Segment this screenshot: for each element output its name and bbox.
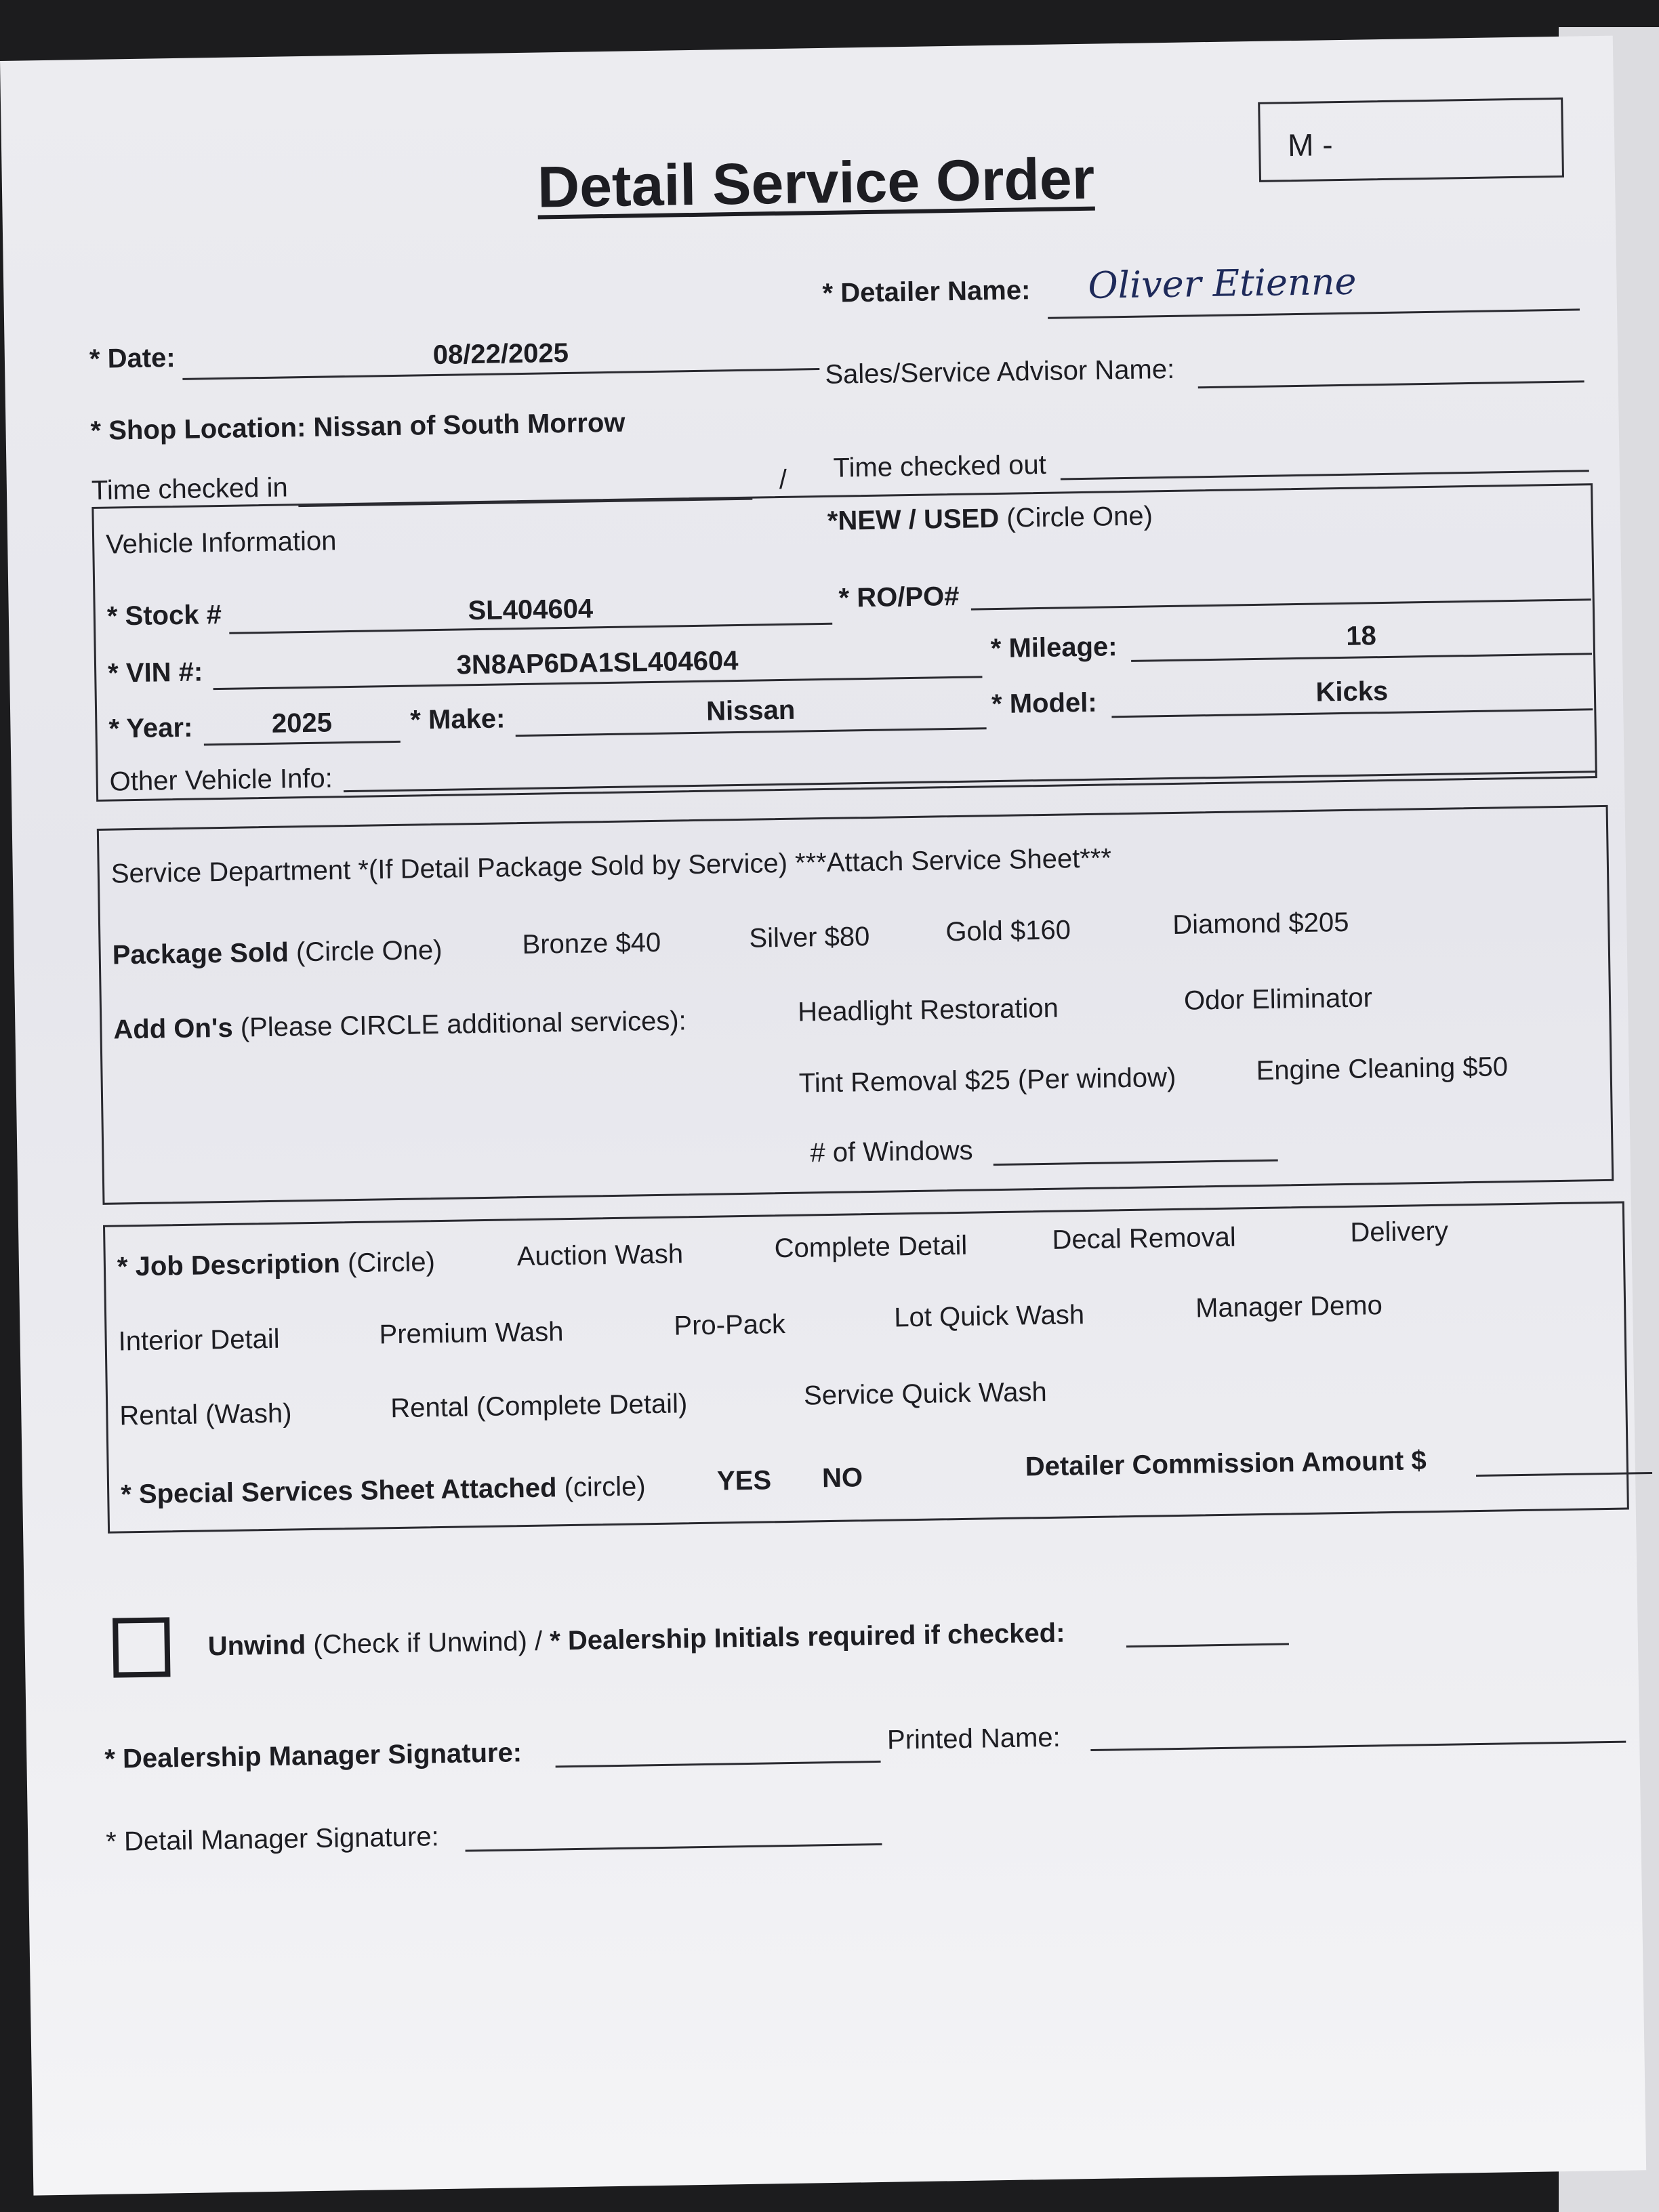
new-used-selector[interactable]: *NEW / USED (Circle One) [827,501,1153,536]
year-value: 2025 [271,708,333,739]
detail-manager-signature-label: * Detail Manager Signature: [105,1822,440,1857]
stock-label: * Stock # [106,599,222,632]
job-manager-demo[interactable]: Manager Demo [1195,1290,1383,1324]
advisor-name-label: Sales/Service Advisor Name: [825,354,1175,390]
job-complete-detail[interactable]: Complete Detail [774,1230,968,1264]
dealership-signature-label: * Dealership Manager Signature: [104,1738,523,1774]
job-interior-detail[interactable]: Interior Detail [118,1324,280,1357]
time-out-label: Time checked out [833,449,1047,483]
time-in-label: Time checked in [91,472,289,506]
job-auction-wash[interactable]: Auction Wash [516,1239,684,1272]
job-premium-wash[interactable]: Premium Wash [379,1317,564,1350]
mileage-label: * Mileage: [990,632,1118,664]
job-lot-quick-wash[interactable]: Lot Quick Wash [893,1300,1085,1333]
addons-label: Add On's (Please CIRCLE additional services): [113,1006,687,1045]
advisor-name-field[interactable] [1198,380,1584,388]
job-decal-removal[interactable]: Decal Removal [1052,1222,1237,1255]
make-value: Nissan [705,695,796,726]
stock-value: SL404604 [468,594,594,626]
time-separator: / [779,464,787,495]
model-value: Kicks [1315,676,1389,708]
m-number-box[interactable] [1258,98,1564,182]
detailer-name-value: Oliver Etienne [1087,260,1357,307]
ro-po-label: * RO/PO# [838,581,960,613]
special-services-yes[interactable]: YES [716,1465,772,1496]
special-services-no[interactable]: NO [821,1462,863,1494]
mileage-value: 18 [1345,621,1377,651]
shop-location-value: Nissan of South Morrow [313,407,626,443]
detailer-name-field[interactable] [1048,308,1580,319]
package-gold[interactable]: Gold $160 [945,915,1071,947]
package-sold-label: Package Sold (Circle One) [112,935,443,970]
date-label: * Date: [89,342,176,374]
addon-headlight-restoration[interactable]: Headlight Restoration [797,993,1059,1027]
dealership-signature-field[interactable] [556,1761,881,1768]
vin-label: * VIN #: [107,657,203,689]
vehicle-info-heading: Vehicle Information [105,526,337,560]
printed-name-field[interactable] [1090,1741,1626,1751]
unwind-label: Unwind (Check if Unwind) / * Dealership Initials required if checked: [207,1618,1065,1662]
detail-manager-signature-field[interactable] [466,1843,882,1852]
service-order-sheet [0,36,1646,2196]
other-info-label: Other Vehicle Info: [109,763,333,797]
new-used-options: NEW / USED [838,503,1000,536]
job-rental-complete-detail[interactable]: Rental (Complete Detail) [390,1389,688,1424]
make-label: * Make: [410,703,506,735]
package-bronze[interactable]: Bronze $40 [522,927,661,960]
addon-odor-eliminator[interactable]: Odor Eliminator [1183,983,1373,1016]
job-description-label: * Job Description (Circle) [117,1247,436,1282]
m-number-label: M - [1287,127,1334,163]
job-delivery[interactable]: Delivery [1350,1216,1449,1248]
job-pro-pack[interactable]: Pro-Pack [674,1309,786,1341]
time-out-field[interactable] [1061,470,1589,480]
date-value: 08/22/2025 [432,337,569,371]
unwind-initials-field[interactable] [1126,1643,1289,1647]
service-heading: Service Department *(If Detail Package Sold by Service) ***Attach Service Sheet*** [110,843,1112,889]
shop-location-label: * Shop Location: Nissan of South Morrow [90,407,626,446]
addon-engine-cleaning[interactable]: Engine Cleaning $50 [1256,1052,1509,1086]
unwind-checkbox[interactable] [112,1617,170,1677]
package-silver[interactable]: Silver $80 [749,922,870,954]
year-label: * Year: [108,712,193,744]
new-used-hint: (Circle One) [1006,501,1153,533]
job-rental-wash[interactable]: Rental (Wash) [119,1398,292,1431]
windows-label: # of Windows [810,1135,973,1168]
form-title: Detail Service Order [537,146,1095,220]
special-services-label: * Special Services Sheet Attached (circle) [120,1471,646,1510]
package-diamond[interactable]: Diamond $205 [1172,907,1349,940]
model-label: * Model: [991,687,1097,720]
detailer-name-label: * Detailer Name: [822,275,1031,308]
commission-label: Detailer Commission Amount $ [1025,1446,1427,1482]
printed-name-label: Printed Name: [886,1722,1061,1755]
addon-tint-removal[interactable]: Tint Removal $25 (Per window) [798,1062,1176,1099]
job-service-quick-wash[interactable]: Service Quick Wash [803,1376,1048,1411]
vin-value: 3N8AP6DA1SL404604 [456,645,739,680]
